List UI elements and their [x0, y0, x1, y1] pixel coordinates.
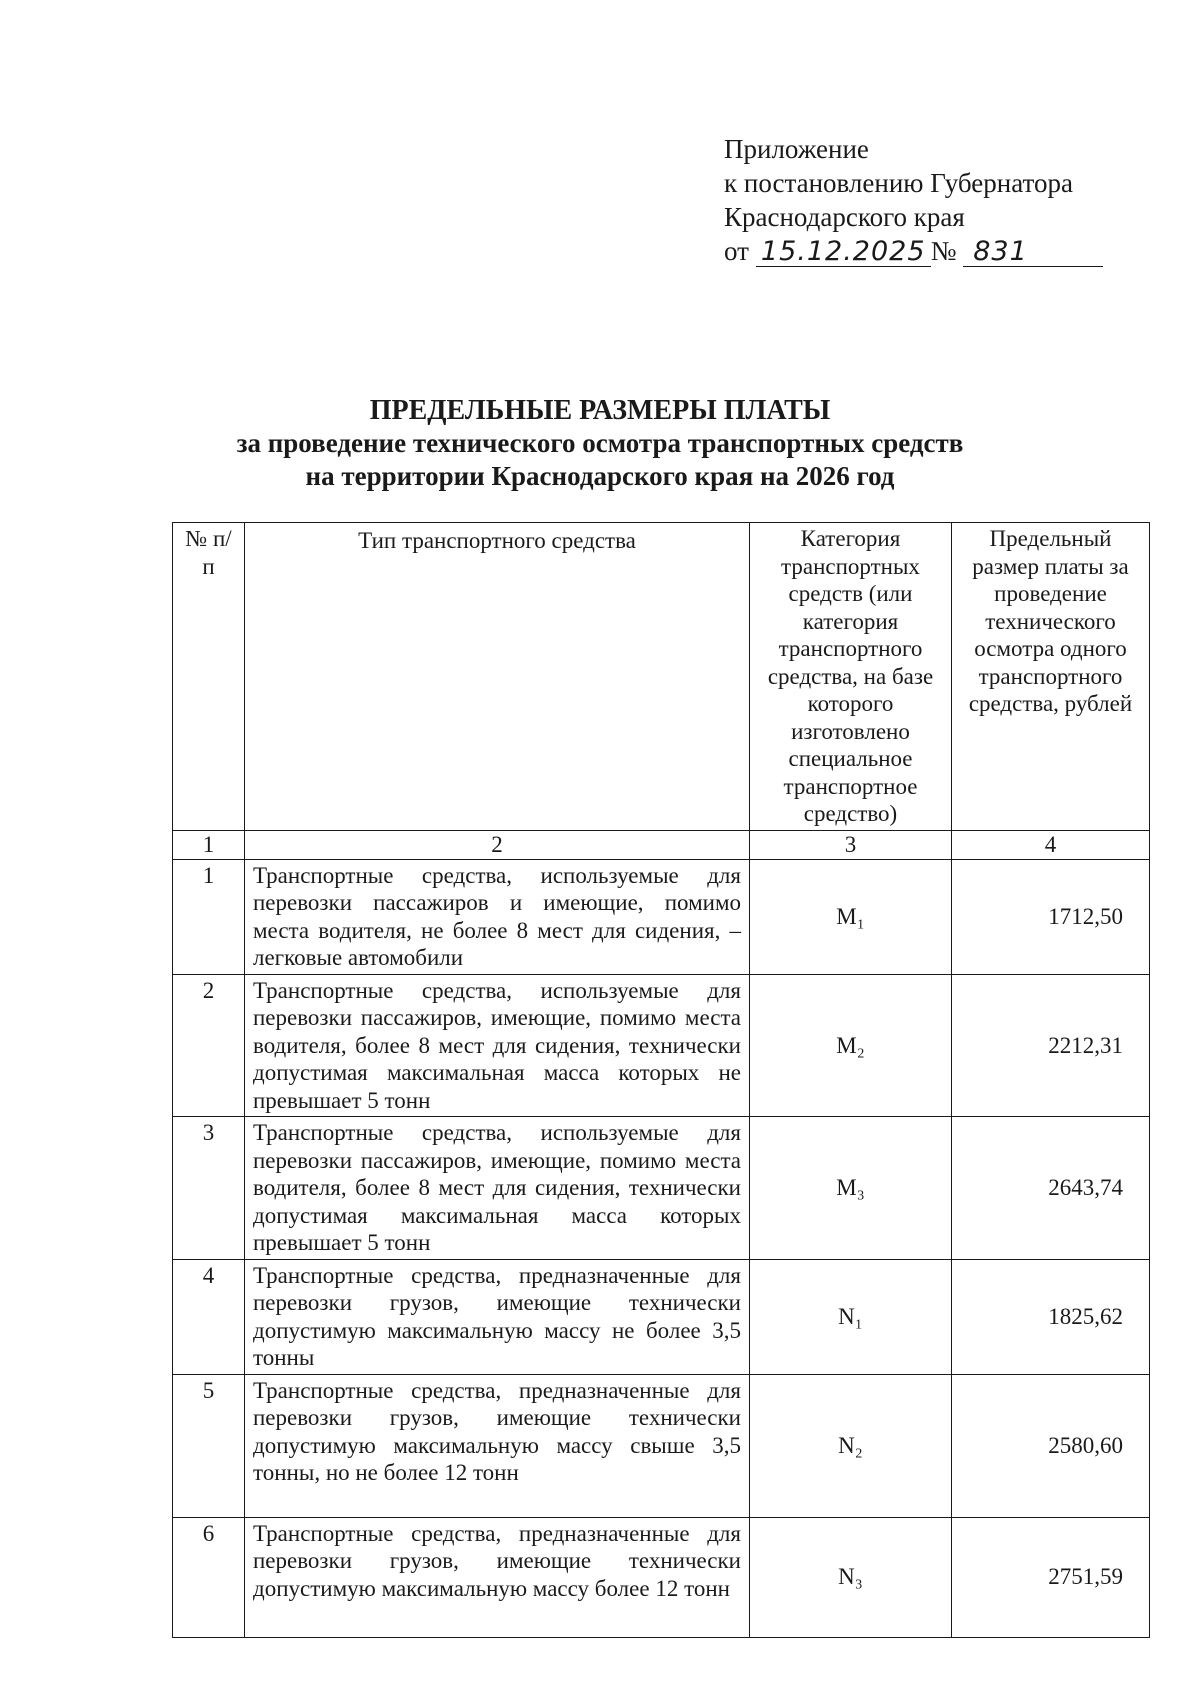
table-row	[173, 1517, 1150, 1637]
header-type: Тип транспортного средства	[245, 523, 750, 831]
table-row	[173, 974, 1150, 1117]
appendix-date-line	[724, 234, 1103, 268]
vehicle-type: Транспортные средства, предназначенные для перевозки грузов, имеющие технически допустимую максимальную массу свыше 3,5 тонны, но не более 12 тонн	[245, 1374, 750, 1517]
row-number: 2	[173, 974, 245, 1117]
row-number: 4	[173, 1259, 245, 1374]
fee-amount: 2580,60	[952, 1374, 1150, 1517]
row-number: 5	[173, 1374, 245, 1517]
fee-table	[172, 522, 1150, 1638]
row-number: 6	[173, 1517, 245, 1637]
column-number: 1	[173, 830, 245, 859]
fee-amount: 1825,62	[952, 1259, 1150, 1374]
appendix-region: Краснодарского края	[724, 202, 965, 232]
appendix-label: Приложение	[724, 134, 869, 164]
vehicle-type: Транспортные средства, используемые для перевозки пассажиров, имеющие, помимо места водителя, более 8 мест для сидения, технически допустимая максимальная масса которых не превышает 5 тонн	[245, 974, 750, 1117]
column-number: 4	[952, 830, 1150, 859]
vehicle-category: N₁	[750, 1259, 952, 1374]
header-fee: Предельный размер платы за проведение технического осмотра одного транспортного средства, рублей	[952, 523, 1150, 831]
vehicle-type: Транспортные средства, используемые для перевозки пассажиров и имеющие, помимо места водителя, не более 8 мест для сидения, – легковые автомобили	[245, 859, 750, 974]
column-number: 2	[245, 830, 750, 859]
vehicle-type: Транспортные средства, используемые для перевозки пассажиров, имеющие, помимо места водителя, более 8 мест для сидения, технически допустимая максимальная масса которых превышает 5 тонн	[245, 1117, 750, 1260]
vehicle-category: M₂	[750, 974, 952, 1117]
fee-amount: 1712,50	[952, 859, 1150, 974]
date-prefix: от	[724, 236, 749, 266]
title-line-3: на территории Краснодарского края на 2026 год	[305, 461, 895, 491]
header-category: Категория транспортных средств (или категория транспортного средства, на базе которого изготовлено специальное транспортное средство)	[750, 523, 952, 831]
handwritten-date: 15.12.2025	[756, 238, 931, 267]
appendix-resolution: к постановлению Губернатора	[724, 168, 1073, 198]
row-number: 1	[173, 859, 245, 974]
vehicle-category: M₁	[750, 859, 952, 974]
row-number: 3	[173, 1117, 245, 1260]
table-row	[173, 1374, 1150, 1517]
fee-amount: 2643,74	[952, 1117, 1150, 1260]
vehicle-type: Транспортные средства, предназначенные для перевозки грузов, имеющие технически допустимую максимальную массу более 12 тонн	[245, 1517, 750, 1637]
table-row	[173, 1117, 1150, 1260]
table-row	[173, 1259, 1150, 1374]
title-line-1: ПРЕДЕЛЬНЫЕ РАЗМЕРЫ ПЛАТЫ	[369, 395, 831, 426]
table-row	[173, 859, 1150, 974]
vehicle-category: N₂	[750, 1374, 952, 1517]
number-sign: №	[930, 236, 957, 266]
title-line-2: за проведение технического осмотра транспортных средств	[236, 428, 964, 458]
vehicle-category: M₃	[750, 1117, 952, 1260]
column-number-row	[173, 830, 1150, 859]
handwritten-number: 831	[963, 238, 1103, 267]
vehicle-category: N₃	[750, 1517, 952, 1637]
appendix-header	[724, 132, 1103, 268]
document-title	[0, 394, 1200, 493]
table-header-row	[173, 523, 1150, 831]
fee-amount: 2751,59	[952, 1517, 1150, 1637]
fee-amount: 2212,31	[952, 974, 1150, 1117]
vehicle-type: Транспортные средства, предназначенные для перевозки грузов, имеющие технически допустимую максимальную массу не более 3,5 тонны	[245, 1259, 750, 1374]
column-number: 3	[750, 830, 952, 859]
header-num: № п/п	[173, 523, 245, 831]
